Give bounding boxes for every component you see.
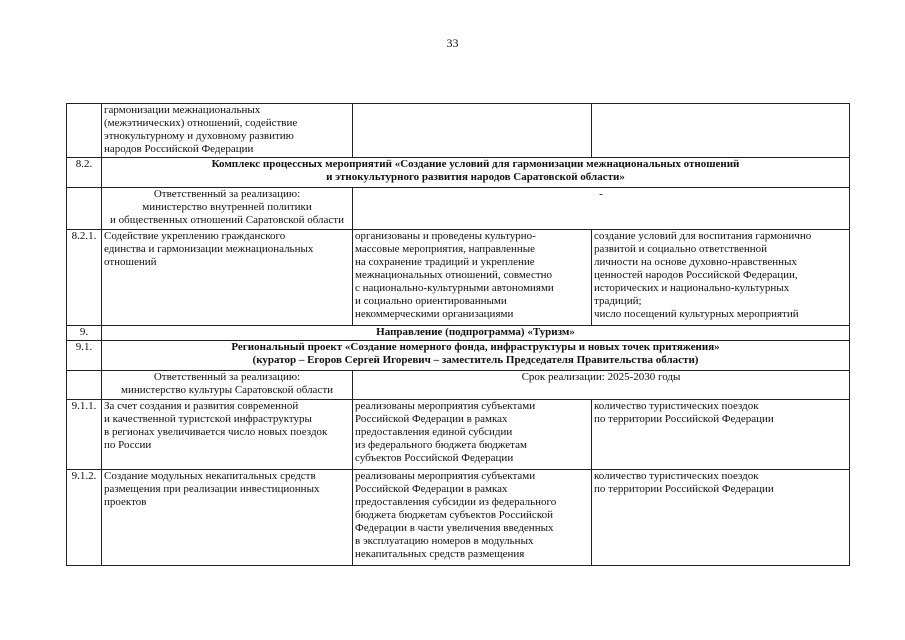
table-row-8-2 [67, 158, 850, 188]
effect-line: на сохранение традиций и укрепление [355, 256, 535, 268]
effect-line: Российской Федерации в рамках [355, 413, 508, 425]
indicator-line: создание условий для воспитания гармонично [594, 230, 812, 242]
section-title [102, 158, 850, 188]
row-number: 9. [67, 326, 102, 341]
task-line: народов Российской Федерации [104, 143, 254, 155]
program-table [66, 103, 850, 566]
effect-line: Российской Федерации в рамках [355, 483, 508, 495]
responsible-line: Ответственный за реализацию: [153, 188, 301, 200]
table-row-9-1 [67, 341, 850, 371]
effect-line: с национально-культурными автономиями [355, 282, 554, 294]
indicator-line: ценностей народов Российской Федерации, [594, 269, 798, 281]
task-line: отношений [104, 256, 157, 268]
indicator-line: по территории Российской Федерации [594, 413, 774, 425]
num-cell [67, 188, 102, 230]
effect-line: организованы и проведены культурно- [355, 230, 536, 242]
effect-line: некапитальных средств размещения [355, 548, 525, 560]
effect-cell [353, 470, 592, 566]
task-line: Создание модульных некапитальных средств [104, 470, 316, 482]
task-line: и качественной туристской инфраструктуры [104, 413, 312, 425]
period-cell: - [353, 188, 850, 230]
table-row-9-1-responsible [67, 371, 850, 400]
indicator-cell [592, 230, 850, 326]
table-row-9-1-2 [67, 470, 850, 566]
task-line: Содействие укреплению гражданского [104, 230, 286, 242]
indicator-line: количество туристических поездок [594, 400, 759, 412]
row-number: 8.2.1. [67, 230, 102, 326]
row-number: 8.2. [67, 158, 102, 188]
effect-line: некоммерческими организациями [355, 308, 514, 320]
indicator-line: традиций; [594, 295, 642, 307]
responsible-cell [102, 371, 353, 400]
task-line: размещения при реализации инвестиционных [104, 483, 320, 495]
table-row-8-2-responsible [67, 188, 850, 230]
row-number: 9.1.2. [67, 470, 102, 566]
effect-cell [353, 230, 592, 326]
table-row-9 [67, 326, 850, 341]
task-line: За счет создания и развития современной [104, 400, 299, 412]
responsible-cell [102, 188, 353, 230]
responsible-line: министерство культуры Саратовской области [120, 384, 334, 396]
effect-line: из федерального бюджета бюджетам [355, 439, 527, 451]
effect-cell [353, 104, 592, 158]
indicator-line: по территории Российской Федерации [594, 483, 774, 495]
effect-line: массовые мероприятия, направленные [355, 243, 536, 255]
section-title-line: Региональный проект «Создание номерного фонда, инфраструктуры и новых точек притяжения» [231, 341, 720, 353]
row-number: 9.1. [67, 341, 102, 371]
responsible-line: Ответственный за реализацию: [153, 371, 301, 383]
section-title [102, 341, 850, 371]
num-cell [67, 371, 102, 400]
effect-line: реализованы мероприятия субъектами [355, 400, 536, 412]
indicator-cell [592, 470, 850, 566]
period-cell: Срок реализации: 2025-2030 годы [353, 371, 850, 400]
task-line: этнокультурному и духовному развитию [104, 130, 294, 142]
row-number: 9.1.1. [67, 400, 102, 470]
effect-line: в эксплуатацию номеров в модульных [355, 535, 534, 547]
task-line: проектов [104, 496, 147, 508]
task-cell [102, 470, 353, 566]
task-line: по России [104, 439, 152, 451]
table-row-8-2-1 [67, 230, 850, 326]
indicator-line: развитой и социально ответственной [594, 243, 767, 255]
effect-line: реализованы мероприятия субъектами [355, 470, 536, 482]
section-title-line: (куратор – Егоров Сергей Игоревич – заместитель Председателя Правительства области) [252, 354, 699, 366]
effect-line: Федерации в части увеличения введенных [355, 522, 554, 534]
indicator-line: количество туристических поездок [594, 470, 759, 482]
indicator-line: число посещений культурных мероприятий [594, 308, 799, 320]
indicator-cell [592, 400, 850, 470]
indicator-line: личности на основе духовно-нравственных [594, 256, 797, 268]
task-cell [102, 400, 353, 470]
indicator-cell [592, 104, 850, 158]
effect-line: субъектов Российской Федерации [355, 452, 514, 464]
task-cell [102, 104, 353, 158]
table-row-9-1-1 [67, 400, 850, 470]
effect-line: межнациональных отношений, совместно [355, 269, 553, 281]
task-line: единства и гармонизации межнациональных [104, 243, 314, 255]
indicator-line: исторических и национально-культурных [594, 282, 790, 294]
task-line: (межэтнических) отношений, содействие [104, 117, 298, 129]
responsible-line: и общественных отношений Саратовской области [110, 214, 344, 226]
section-title: Направление (подпрограмма) «Туризм» [102, 326, 850, 341]
task-cell [102, 230, 353, 326]
effect-line: предоставления субсидии из федерального [355, 496, 557, 508]
effect-line: предоставления единой субсидии [355, 426, 513, 438]
num-cell [67, 104, 102, 158]
responsible-line: министерство внутренней политики [142, 201, 312, 213]
section-title-line: и этнокультурного развития народов Саратовской области» [326, 171, 625, 183]
effect-line: и социально ориентированными [355, 295, 507, 307]
task-line: в регионах увеличивается число новых поездок [104, 426, 328, 438]
task-line: гармонизации межнациональных [104, 104, 261, 116]
page-number: 33 [446, 36, 459, 50]
section-title-line: Комплекс процессных мероприятий «Создание условий для гармонизации межнациональных отношений [211, 158, 740, 170]
effect-cell [353, 400, 592, 470]
table-row-continuation [67, 104, 850, 158]
effect-line: бюджета бюджетам субъектов Российской [355, 509, 553, 521]
